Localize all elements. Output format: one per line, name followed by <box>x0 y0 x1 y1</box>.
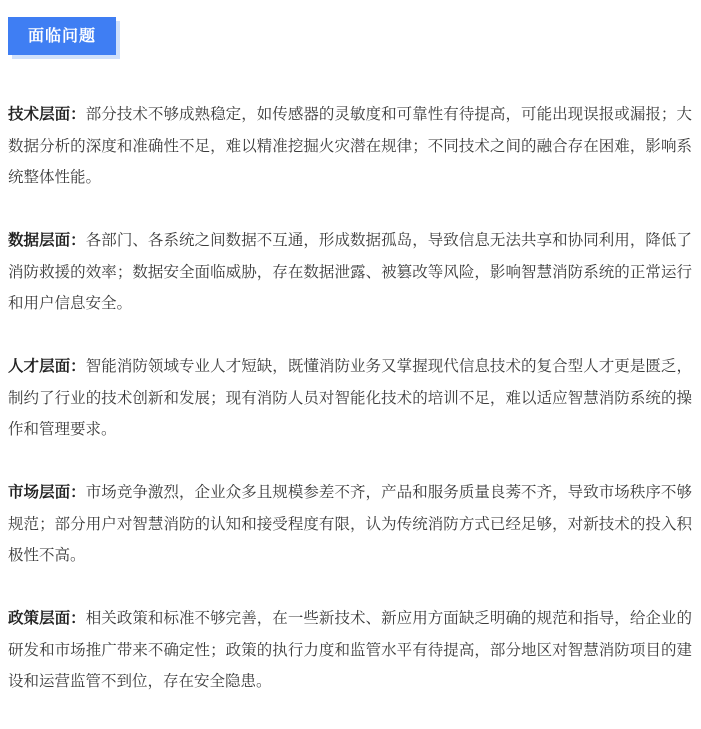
issue-title: 市场层面： <box>8 483 86 501</box>
header-badge: 面临问题 <box>8 17 116 55</box>
issue-talent <box>8 351 692 477</box>
issue-body: 部分技术不够成熟稳定，如传感器的灵敏度和可靠性有待提高，可能出现误报或漏报；大数据分析的深度和准确性不足，难以精准挖掘火灾潜在规律；不同技术之间的融合存在困难，影响系统整体性能。 <box>8 105 692 186</box>
issue-title: 数据层面： <box>8 231 86 249</box>
issue-title: 人才层面： <box>8 357 86 375</box>
section-header <box>8 17 120 59</box>
issue-data <box>8 225 692 351</box>
issue-title: 政策层面： <box>8 609 86 627</box>
issue-technology <box>8 99 692 225</box>
issue-body: 市场竞争激烈，企业众多且规模参差不齐，产品和服务质量良莠不齐，导致市场秩序不够规范；部分用户对智慧消防的认知和接受程度有限，认为传统消防方式已经足够，对新技术的投入积极性不高。 <box>8 483 692 564</box>
issue-body: 智能消防领域专业人才短缺，既懂消防业务又掌握现代信息技术的复合型人才更是匮乏，制约了行业的技术创新和发展；现有消防人员对智能化技术的培训不足，难以适应智慧消防系统的操作和管理要求。 <box>8 357 692 438</box>
issue-title: 技术层面： <box>8 105 86 123</box>
issue-body: 相关政策和标准不够完善，在一些新技术、新应用方面缺乏明确的规范和指导，给企业的研发和市场推广带来不确定性；政策的执行力度和监管水平有待提高，部分地区对智慧消防项目的建设和运营监管不到位，存在安全隐患。 <box>8 609 692 690</box>
issue-body: 各部门、各系统之间数据不互通，形成数据孤岛，导致信息无法共享和协同利用，降低了消防救援的效率；数据安全面临威胁，存在数据泄露、被篡改等风险，影响智慧消防系统的正常运行和用户信息安全。 <box>8 231 692 312</box>
issue-policy <box>8 603 692 729</box>
issues-list <box>8 99 692 729</box>
issue-market <box>8 477 692 603</box>
